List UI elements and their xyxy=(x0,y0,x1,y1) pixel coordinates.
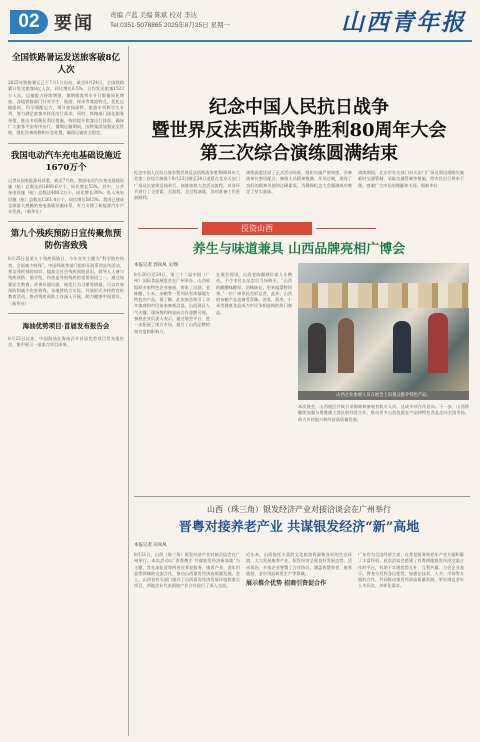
article-body: 8月23日以来，中国海油在海南召开首届优势项目发布报告会，集中展示一批重点项目成果。 xyxy=(8,335,124,348)
third-article-col3: 广东作为全国经济大省，在养老服务和老年产业方面积累了丰富经验。此次洽谈会搭建了晋粤两地银发经济交流合作的平台，有助于实现优势互补、互利共赢。与会企业表示，将充分发挥各自优势，加强在技术、人才、市场等方面的合作，共同推动银发经济高质量发展，更好满足老年人多层次、多样化需求。 xyxy=(358,552,464,589)
photo-person xyxy=(428,313,448,373)
article-headline: 海油优势项目·首届发布报告会 xyxy=(22,321,110,330)
second-article-col3: 本次展会，山西展区共吸引采购商和参观者数万人次，达成多项合作意向。下一步，山西将继续加强与粤港澳大湾区的经贸合作，推动更多山西优质农产品和特色食品走向全国市场，助力乡村振兴和经济高质量发展。 xyxy=(298,404,469,422)
third-headline: 晋粤对接养老产业 共谋银发经济“新”高地 xyxy=(178,520,420,535)
column-divider xyxy=(128,46,129,736)
main-headline-line3: 第三次综合演练圆满结束 xyxy=(200,143,398,164)
third-subtitle: 山西（珠三角）银发经济产业对接洽谈会在广州举行 xyxy=(207,505,391,514)
main-article-col2: 演练高度还原了正式活动场景，组织实施严密周密，各参演单位密切配合，参演人员精神饱满、作风过硬，展现了良好的精神风貌和过硬素质，为确保纪念大会圆满成功奠定了坚实基础。 xyxy=(246,170,352,194)
main-headline-line1: 纪念中国人民抗日战争 xyxy=(209,97,389,118)
divider xyxy=(8,143,124,144)
photo-caption: 山西企业参展人员在展会上向观众推介特色产品。 xyxy=(298,391,469,400)
section-name: 要闻 xyxy=(54,13,94,34)
byline: 本报记者 田凤凤 xyxy=(134,542,167,547)
divider xyxy=(8,221,124,222)
third-article-col1: 8月21日，山西（珠三角）银发经济产业对接洽谈会在广州举行。本次活动以“晋粤携手 共谋银发经济新高地”为主题，旨在深化晋粤两省在养老服务、康养产业、老年用品等领域的交流合作，推动山西银发经济高质量发展。会上，山西省有关部门推介了山西银发经济发展环境和重点项目，两地企业代表围绕产业合作进行了深入交流。 xyxy=(134,552,240,589)
divider xyxy=(134,496,470,497)
editor-info: 责编 卢蓝 美编 陈斌 校对 李达 xyxy=(110,12,198,19)
third-article-subhead: 展示推介优势 招商引资促合作 xyxy=(246,580,327,588)
header-divider xyxy=(8,40,472,42)
second-article-col1: 8月20日至24日，第三十二届中国（广州）国际食品展览会在广州举办。山西省组织多家特色企业参展，带来了汾酒、老陈醋、小米、杂粮等一系列具有浓郁地方特色的产品。据了解，此次展会吸引了众多客商和市民前来参观洽谈，山西展区人气火爆，现场签约和意向合作金额可观。参展企业负责人表示，通过展会平台，进一步拓展了南方市场，提升了山西品牌的知名度和影响力。 xyxy=(134,272,210,334)
photo-shelf xyxy=(298,283,469,308)
main-headline xyxy=(134,96,464,165)
photo-person xyxy=(338,318,354,373)
byline: 本报记者 郭凤凤 文/图 xyxy=(134,262,179,267)
second-article-col2: 在展会现场，山西老陈醋展位前人头攒动，不少市民在品尝后当场购买。“山西的醋酸味醇厚，回味绵长，用来做菜特别香。”一位广州市民告诉记者。此外，山西的杂粮产品也备受青睐，苦荞、燕麦、小米等健康食品成为市民争相选购的热门商品。 xyxy=(216,272,292,315)
third-article-col2-text: 近年来，山西依托丰富的文化旅游资源和良好的生态环境，大力发展康养产业，银发经济呈现良好发展态势。活动现场，多家企业签署了合作协议，涵盖智慧养老、康养旅游、老年用品研发生产等领域。 xyxy=(246,552,352,576)
page-number: 02 xyxy=(10,10,48,34)
article-body: 记者从国家能源局获悉，截至7月底，我国电动汽车充电基础设施（枪）总数达到1669.6万个，同比增长53%。其中，公共充电设施（枪）总数达408.2万个，同比增长38%；私人充电设施（枪）总数达1261.4万个，同比增长58.5%。我国已建成全球最大规模的充电基础设施体系，有力支撑了新能源汽车产业发展。（新华社） xyxy=(8,177,124,215)
second-headline: 养生与味道兼具 山西品牌亮相广博会 xyxy=(192,242,406,257)
expo-photo xyxy=(298,263,469,391)
page-header xyxy=(0,0,480,44)
article-body: 8月25日是第九个残疾预防日，今年宣传主题为“科学防控伤害，全面减少致残”。中国残联等部门组织开展系列宣传活动，普及残疾预防知识，提高全社会残疾预防意识，倡导人人参与残疾预防。据介绍，伤害是导致残疾的重要原因之一，通过加强安全教育、改善环境设施、规范行为习惯等措施，可以有效预防和减少伤害致残。各地将结合实际，开展形式多样的宣传教育活动，推动残疾预防工作深入开展，助力健康中国建设。（新华社） xyxy=(8,256,124,306)
third-article-col2 xyxy=(246,552,352,587)
left-column xyxy=(8,46,124,348)
section-banner: 投资山西 xyxy=(202,222,312,235)
main-article-col1: 纪念中国人民抗日战争暨世界反法西斯战争胜利80周年大会第三次综合演练于8月23日晚至24日凌晨在北京天安门广场及长安街沿线举行。演练按照大会活动流程，对各环节进行了全要素、全流程、全过程演练，各项准备工作进展顺利。 xyxy=(134,170,240,201)
newspaper-masthead: 山西青年报 xyxy=(341,9,466,36)
divider xyxy=(8,313,124,314)
contact-date-info: Tel:0351-5078865 2025年8月25日 星期一 xyxy=(110,22,230,29)
article-headline: 全国铁路暑运发送旅客破8亿人次 xyxy=(12,53,120,75)
article-headline: 我国电动汽车充电基础设施近1670万个 xyxy=(10,150,122,173)
photo-person xyxy=(393,321,411,373)
main-article-col3: 演练期间，北京市有关部门对天安门广场及周边道路实施临时交通管制，采取交通管制等措施，给市民出行带来不便，感谢广大市民的理解和支持。据新华社 xyxy=(358,170,464,188)
article-headline: 第九个残疾预防日宣传聚焦预防伤害致残 xyxy=(10,229,122,252)
main-headline-line2: 暨世界反法西斯战争胜利80周年大会 xyxy=(151,120,447,141)
article-body: 2025年铁路暑运已于7月1日启动，截至8月24日，全国铁路累计发送旅客8亿人次，同比增长6.5%，日均发送旅客1523万人次。运输能力持续增强，暑期旅客列车开行数量同比增加，各地铁路部门针对学生、旅游、探亲等客流特点，优化运输组织，科学调配运力，增开夜间高铁、旅游专列和学生专列，努力满足旅客多样化出行需求。同时，铁路部门深化服务举措，推出多项便民利民措施，持续提升旅客出行体验，确保广大旅客平安有序出行。暑期运输期间，国铁集团加强安全管理，强化设备检修和应急处置，确保运输安全稳定。 xyxy=(8,80,124,136)
photo-person xyxy=(308,323,326,373)
